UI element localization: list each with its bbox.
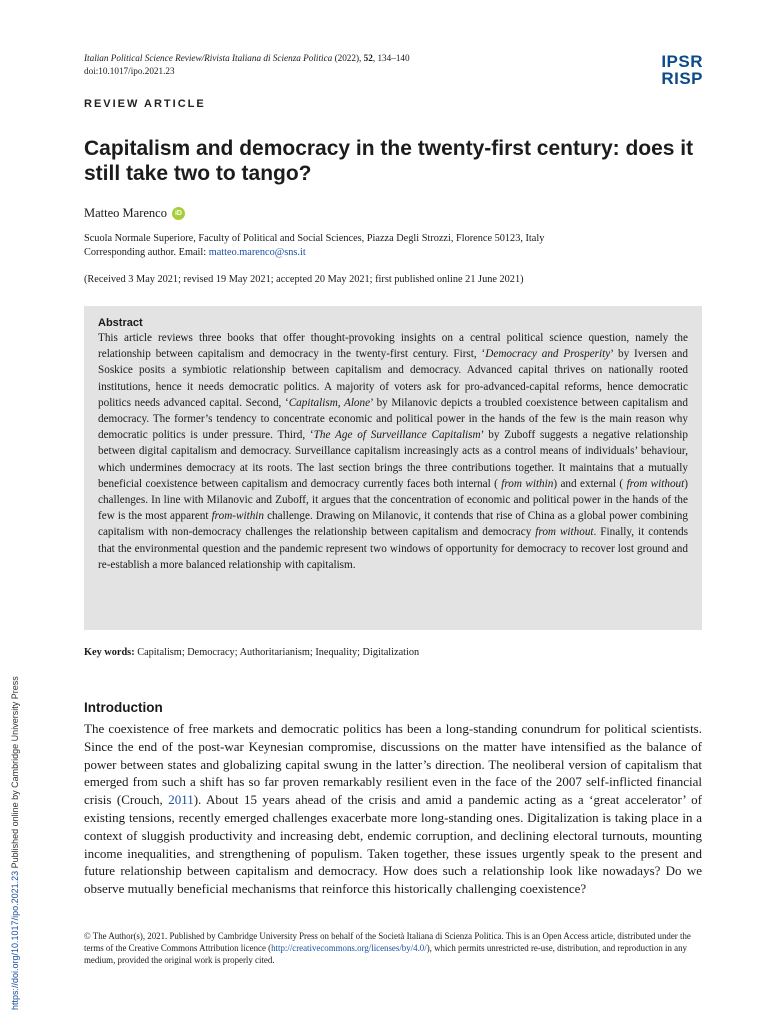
author-line [84,206,185,221]
abstract-part: This article reviews three books that offer thought-provoking insights on a central political science question, namely the relationship between capitalism and democracy in the twenty-first century. First, ‘ [98,332,688,361]
journal-doi: doi:10.1017/ipo.2021.23 [84,65,175,76]
journal-line [84,52,604,65]
journal-citation [84,52,604,77]
abstract-text [98,330,688,573]
abstract-part: ’ by Iversen and Soskice posits a symbiotic relationship between capitalism and democracy. Advanced capital thrives on nationally rooted institutions, hence it needs democratic politics. A majority of voters ask for pro-advanced-capital reforms, hence democratic politics needs advanced capital. Second, ‘ [98,348,688,409]
journal-year: (2022), [332,53,364,63]
keywords-list: Capitalism; Democracy; Authoritarianism; Inequality; Digitalization [134,647,420,658]
article-type: REVIEW ARTICLE [84,98,206,110]
author-name: Matteo Marenco [84,206,167,220]
doi-sidebar [10,676,20,1010]
keywords [84,647,704,658]
sidebar-doi-link[interactable]: https://doi.org/10.1017/ipo.2021.23 [10,870,20,1010]
ipsr-risp-logo [633,53,703,87]
book-title: Capitalism, Alone [288,396,371,409]
book-title: The Age of Surveillance Capitalism [313,429,481,442]
author-email-link[interactable]: matteo.marenco@sns.it [208,247,306,258]
intro-text-part: The coexistence of free markets and democratic politics has been a long-standing conundrum for political scientists. Since the end of the post-war Keynesian compromise, discussions on the matter have intensified as the balance of power between states and globalizing capital swung in the latter’s direction. The neoliberal version of capitalism that emerged from such a shift has so far proven remarkably resilient even in the face of the 2007 self-inflicted financial crisis (Crouch, [84,721,702,808]
affiliation [84,232,704,260]
corresponding-label: Corresponding author. Email: [84,247,209,258]
copyright-footer [84,930,704,966]
citation-link[interactable]: 2011 [168,792,194,808]
keywords-label: Key words: [84,647,135,658]
sidebar-text: Published online by Cambridge University Press [10,676,20,871]
emphasis: from-within [211,510,264,523]
abstract-part: ’ by Milanovic depicts a troubled coexistence between capitalism and democracy. The former’s tendency to concentrate economic and political power in the hands of the few is the main reason why democratic politics is under pressure. Third, ‘ [98,396,688,442]
logo-line-1: IPSR [661,52,703,71]
article-title: Capitalism and democracy in the twenty-first century: does it still take two to tango? [84,137,694,185]
license-link[interactable]: http://creativecommons.org/licenses/by/4.0/ [271,943,427,953]
abstract-part: challenge. Drawing on Milanovic, it contends that rise of China as a global power combining capitalism with non-democracy challenges the relationship between capitalism and democracy [98,510,688,539]
intro-text-part: ). About 15 years ahead of the crisis and amid a pandemic acting as a ‘great accelerator’ of existing tensions, recently emerged challenges exacerbate more long-standing ones. Digitalization is taking place in a context of sluggish productivity and increasing debt, endemic corruption, and declining electoral turnouts, mounting income inequalities, and strengthening of populism. Taken together, these issues urgently speak to the present and future relationship between capitalism and democracy. How does such a relationship look like nowadays? Do we observe mutually beneficial mechanisms that reinforce this historically challenging coexistence? [84,792,702,897]
corresponding-author [84,246,704,260]
section-heading-introduction: Introduction [84,700,163,715]
journal-pages: , 134–140 [372,53,410,63]
logo-line-2: RISP [661,69,703,88]
abstract-part: ) challenges. In line with Milanovic and Zuboff, it argues that the concentration of economic and political power in the hands of the few is the most apparent [98,477,688,523]
footer-text: © The Author(s), 2021. Published by Cambridge University Press on behalf of the Società Italiana di Scienza Politica. This is an Open Access article, distributed under the terms of the Creative Commons Attribution licence ( [84,931,691,953]
footer-text: ), which permits unrestricted re-use, distribution, and reproduction in any medium, provided the original work is properly cited. [84,943,687,965]
journal-volume: 52 [363,53,373,63]
abstract-part: . Finally, it contends that the environmental question and the pandemic represent two windows of opportunity for democracy to recover lost ground and re-establish a more balanced relationship with capitalism. [98,526,688,571]
emphasis: from within [497,477,554,490]
introduction-paragraph [84,720,702,898]
affiliation-address: Scuola Normale Superiore, Faculty of Political and Social Sciences, Piazza Degli Strozzi, Florence 50123, Italy [84,233,545,244]
abstract-part: ’ by Zuboff suggests a negative relationship between digital capitalism and democracy. Surveillance capitalism increasingly acts as a control means of individuals’ behaviour, which undermines democracy at its roots. The last section brings the three contributions together. It maintains that a mutually beneficial coexistence between capitalism and democracy currently faces both internal ( [98,429,688,490]
orcid-icon[interactable]: iD [172,207,185,220]
journal-name: Italian Political Science Review/Rivista Italiana di Scienza Politica [84,53,333,63]
received-dates: (Received 3 May 2021; revised 19 May 2021; accepted 20 May 2021; first published online 21 June 2021) [84,274,524,285]
book-title: Democracy and Prosperity [485,348,611,361]
emphasis: from without [623,477,685,490]
abstract-part: ) and external ( [553,477,624,490]
emphasis: from without [535,526,594,539]
abstract-heading: Abstract [98,317,143,329]
